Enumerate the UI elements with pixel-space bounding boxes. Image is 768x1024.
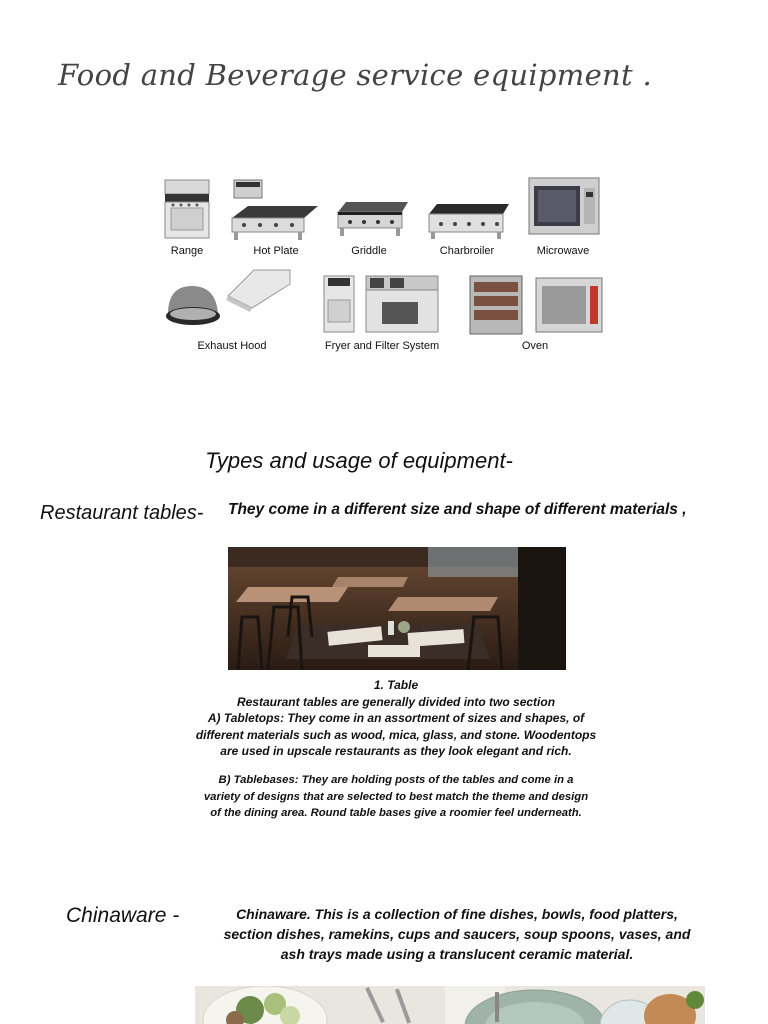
exhaust-hood-label: Exhaust Hood [197,340,267,352]
charbroiler-image [427,202,511,242]
restaurant-photo [228,547,566,670]
hot-plate-label: Hot Plate [253,245,299,257]
chinaware-line: Chinaware. This is a collection of fine dishes, bowls, food platters, [236,906,678,922]
oven-image [466,272,606,336]
types-heading: Types and usage of equipment- [205,448,513,473]
chinaware-photo [195,986,705,1024]
restaurant-tables-label: Restaurant tables- [40,502,204,524]
chinaware-line: section dishes, ramekins, cups and saucers, soup spoons, vases, and [223,926,691,942]
restaurant-tables-description: They come in a different size and shape of different materials , [228,501,687,518]
chinaware-label: Chinaware - [66,904,180,927]
fryer-label: Fryer and Filter System [324,340,440,352]
caption-line: different materials such as wood, mica, glass, and stone. Woodentops [195,727,597,742]
tablebases-line: B) Tablebases: They are holding posts of the tables and come in a [218,774,574,786]
caption-line: Restaurant tables are generally divided into two section [236,694,556,709]
page-title: Food and Beverage service equipment . [57,58,653,92]
caption-line: A) Tabletops: They come in an assortment of sizes and shapes, of [207,711,585,725]
range-label: Range [170,245,204,257]
hot-plate-image [228,178,320,244]
tablebases-line: variety of designs that are selected to best match the theme and design [203,790,589,803]
oven-label: Oven [521,340,549,352]
caption-line: 1. Table [373,678,419,692]
chinaware-description [214,904,700,964]
exhaust-hood-image [162,266,294,332]
caption-line: are used in upscale restaurants as they look elegant and rich. [220,744,572,758]
tablebases-paragraph [190,772,602,822]
chinaware-line: ash trays made using a translucent ceramic material. [280,946,634,962]
charbroiler-label: Charbroiler [439,245,495,257]
range-image [163,178,211,242]
microwave-label: Microwave [536,245,590,257]
griddle-image [336,198,410,240]
tablebases-line: of the dining area. Round table bases give a roomier feel underneath. [210,807,582,819]
griddle-label: Griddle [351,245,387,257]
fryer-image [320,272,442,336]
microwave-image [527,176,601,238]
table-caption [190,677,602,760]
